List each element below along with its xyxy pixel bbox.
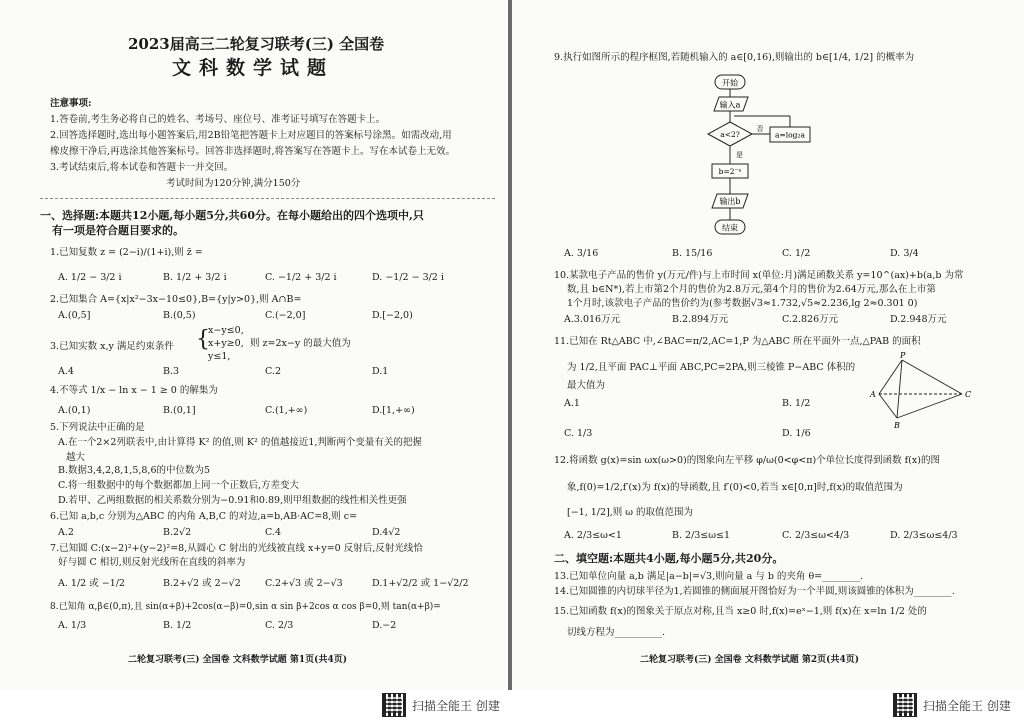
question-12-option-b: B. 2/3≤ω≤1 [672, 530, 731, 541]
vertex-p-label: P [900, 351, 906, 360]
qr-code-icon [893, 693, 917, 717]
question-11-line: 最大值为 [567, 380, 606, 391]
question-10-option-d: D.2.948万元 [890, 314, 947, 325]
question-5-line: 越大 [66, 452, 86, 463]
section-1-heading-cont: 有一项是符合题目要求的。 [52, 224, 184, 237]
question-15-line: 切线方程为__________. [567, 627, 666, 638]
question-9-option-d: D. 3/4 [890, 248, 919, 259]
question-11-option-d: D. 1/6 [782, 428, 811, 439]
question-12-line: 12.将函数 g(x)=sin ωx(ω>0)的图象向左平移 φ/ω(0<φ<π)个单位长度得到函数 f(x)的图 [554, 455, 940, 466]
scan-badge-label: 扫描全能王 创建 [412, 698, 500, 713]
question-1-option-b: B. 1/2 + 3/2 i [163, 272, 227, 283]
scan-badge-label: 扫描全能王 创建 [923, 698, 1011, 713]
constraint-line: x+y≥0, [208, 338, 244, 349]
question-1-option-c: C. −1/2 + 3/2 i [265, 272, 337, 283]
question-6-option-c: C.4 [265, 527, 281, 538]
question-3-stem-tail: 则 z=2x−y 的最大值为 [250, 338, 351, 349]
question-6-option-a: A.2 [58, 527, 74, 538]
scan-badge [893, 693, 1011, 717]
question-3-option-c: C.2 [265, 366, 281, 377]
question-9-option-a: A. 3/16 [564, 248, 599, 259]
question-10-line: 1个月时,该款电子产品的售价约为(参考数据√3≈1.732,√5≈2.236,lg 2≈0.301 0) [567, 298, 918, 309]
tetrahedron-figure [867, 350, 977, 430]
flow-start-label: 开始 [722, 78, 738, 88]
question-7-option-c: C.2+√3 或 2−√3 [265, 578, 343, 589]
question-12-option-d: D. 2/3≤ω≤4/3 [890, 530, 958, 541]
question-2-stem: 2.已知集合 A={x|x²−3x−10≤0},B={y|y>0},则 A∩B= [50, 294, 302, 305]
question-12-line: [−1, 1/2],则 ω 的取值范围为 [567, 507, 694, 518]
subject-title: 文科数学试题 [172, 57, 335, 79]
question-9-option-b: B. 15/16 [672, 248, 713, 259]
question-7-stem-cont: 好与圆 C 相切,则反射光线所在直线的斜率为 [58, 557, 246, 568]
notice-line: 2.回答选择题时,选出每小题答案后,用2B铅笔把答题卡上对应题目的答案标号涂黑。如需改动,用 [50, 130, 452, 141]
question-9-option-c: C. 1/2 [782, 248, 811, 259]
question-7-option-a: A. 1/2 或 −1/2 [58, 578, 125, 589]
question-5-stem: 5.下列说法中正确的是 [50, 422, 145, 433]
flow-output-label: 输出b [719, 197, 741, 206]
question-3-option-d: D.1 [372, 366, 389, 377]
system-brace: { [196, 327, 210, 352]
qr-code-icon [382, 693, 406, 717]
question-4-option-d: D.[1,+∞) [372, 405, 415, 416]
notice-line: 1.答卷前,考生务必将自己的姓名、考场号、座位号、准考证号填写在答题卡上。 [50, 114, 386, 125]
notice-heading: 注意事项: [50, 98, 92, 109]
scan-badge [382, 693, 500, 717]
question-4-stem: 4.不等式 1/x − ln x − 1 ≥ 0 的解集为 [50, 385, 218, 396]
flow-no-label: 否 [756, 125, 764, 133]
flow-end-label: 结束 [722, 223, 738, 233]
time-score: 考试时间为120分钟,满分150分 [166, 178, 301, 189]
exam-header-title: 2023届高三二轮复习联考(三) 全国卷 [128, 35, 385, 53]
question-3-option-b: B.3 [163, 366, 180, 377]
constraint-line: y≤1, [208, 351, 231, 362]
flow-assign-label: b=2⁻ᵃ [718, 167, 742, 176]
flow-input-label: 输入a [719, 100, 741, 110]
question-4-option-a: A.(0,1) [58, 405, 91, 416]
constraint-line: x−y≤0, [208, 325, 244, 336]
question-5-line: A.在一个2×2列联表中,由计算得 K² 的值,则 K² 的值越接近1,判断两个变量有关的把握 [58, 437, 422, 448]
question-7-stem: 7.已知圆 C:(x−2)²+(y−2)²=8,从圆心 C 射出的光线被直线 x+y=0 反射后,反射光线恰 [50, 543, 423, 554]
question-7-option-b: B.2+√2 或 2−√2 [163, 578, 241, 589]
section-1-heading: 一、选择题:本题共12小题,每小题5分,共60分。在每小题给出的四个选项中,只 [40, 209, 424, 222]
divider [40, 198, 495, 199]
question-3-stem: 3.已知实数 x,y 满足约束条件 [50, 341, 174, 352]
question-6-stem: 6.已知 a,b,c 分别为△ABC 的内角 A,B,C 的对边,a=b,AB·AC=8,则 c= [50, 511, 358, 522]
question-4-option-b: B.(0,1] [163, 405, 196, 416]
question-11-line: 为 1/2,且平面 PAC⊥平面 ABC,PC=2PA,则三棱锥 P−ABC 体积的 [567, 362, 856, 373]
question-2-option-a: A.(0,5] [58, 310, 91, 321]
question-4-option-c: C.(1,+∞) [265, 405, 308, 416]
question-9-stem: 9.执行如图所示的程序框图,若随机输入的 a∈[0,16),则输出的 b∈[1/4, 1/2] 的概率为 [554, 52, 915, 63]
question-12-line: 象,f(0)=1/2,f′(x)为 f(x)的导函数,且 f′(0)<0,若当 x∈[0,π]时,f(x)的取值范围为 [567, 482, 903, 493]
question-10-option-a: A.3.016万元 [564, 314, 621, 325]
scan-footer-bar [0, 690, 1024, 721]
question-3-option-a: A.4 [58, 366, 74, 377]
question-5-line: C.将一组数据中的每个数据都加上同一个正数后,方差变大 [58, 480, 299, 491]
question-1-option-a: A. 1/2 − 3/2 i [58, 272, 122, 283]
question-10-option-c: C.2.826万元 [782, 314, 839, 325]
question-5-line: B.数据3,4,2,8,1,5,8,6的中位数为5 [58, 465, 211, 476]
flow-log-label: a=log₂a [775, 130, 805, 140]
question-15-line: 15.已知函数 f(x)的图象关于原点对称,且当 x≥0 时,f(x)=eˣ−1,则 f(x)在 x=ln 1/2 处的 [554, 606, 927, 617]
exam-page-1 [0, 0, 508, 690]
question-14: 14.已知圆锥的内切球半径为1,若圆锥的侧面展开图恰好为一个半圆,则该圆锥的体积为________. [554, 586, 955, 597]
question-10-line: 10.某款电子产品的售价 y(万元/件)与上市时间 x(单位:月)满足函数关系 y=10^(ax)+b(a,b 为常 [554, 270, 964, 281]
question-5-line: D.若甲、乙两组数据的相关系数分别为−0.91和0.89,则甲组数据的线性相关性更强 [58, 495, 407, 506]
question-2-option-b: B.(0,5) [163, 310, 196, 321]
exam-page-2 [512, 0, 1024, 690]
question-11-option-a: A.1 [564, 398, 580, 409]
question-11-option-b: B. 1/2 [782, 398, 811, 409]
flow-yes-label: 是 [736, 151, 743, 159]
question-10-option-b: B.2.894万元 [672, 314, 729, 325]
notice-line: 3.考试结束后,将本试卷和答题卡一并交回。 [50, 162, 234, 173]
question-8-option-c: C. 2/3 [265, 620, 294, 631]
page-footer: 二轮复习联考(三) 全国卷 文科数学试题 第2页(共4页) [640, 655, 859, 665]
question-6-option-b: B.2√2 [163, 527, 192, 538]
question-1-option-d: D. −1/2 − 3/2 i [372, 272, 444, 283]
question-7-option-d: D.1+√2/2 或 1−√2/2 [372, 578, 469, 589]
question-12-option-c: C. 2/3≤ω<4/3 [782, 530, 850, 541]
notice-line: 橡皮擦干净后,再选涂其他答案标号。回答非选择题时,将答案写在答题卡上。写在本试卷上无效。 [50, 146, 456, 157]
program-flowchart [682, 72, 852, 242]
section-2-heading: 二、填空题:本题共4小题,每小题5分,共20分。 [554, 552, 784, 565]
vertex-c-label: C [965, 390, 972, 399]
question-8-option-a: A. 1/3 [58, 620, 87, 631]
question-2-option-d: D.[−2,0) [372, 310, 413, 321]
question-10-line: 数,且 b∈N*),若上市第2个月的售价为2.8万元,第4个月的售价为2.64万元,那么在上市第 [567, 284, 936, 295]
question-11-line: 11.已知在 Rt△ABC 中,∠BAC=π/2,AC=1,P 为△ABC 所在平面外一点,△PAB 的面积 [554, 336, 921, 347]
question-12-option-a: A. 2/3≤ω<1 [564, 530, 622, 541]
question-11-option-c: C. 1/3 [564, 428, 593, 439]
vertex-a-label: A [870, 390, 876, 399]
flow-decision-label: a<2? [720, 130, 740, 139]
page-footer: 二轮复习联考(三) 全国卷 文科数学试题 第1页(共4页) [128, 655, 347, 665]
question-1-stem: 1.已知复数 z = (2−i)/(1+i),则 z̄ = [50, 247, 203, 258]
question-8-stem: 8.已知角 α,β∈(0,π),且 sin(α+β)+2cos(α−β)=0,sin α sin β+2cos α cos β=0,则 tan(α+β)= [50, 602, 441, 612]
question-13: 13.已知单位向量 a,b 满足|a−b|=√3,则向量 a 与 b 的夹角 θ=________. [554, 571, 864, 582]
question-6-option-d: D.4√2 [372, 527, 401, 538]
vertex-b-label: B [894, 421, 900, 430]
question-8-option-b: B. 1/2 [163, 620, 192, 631]
question-2-option-c: C.(−2,0] [265, 310, 306, 321]
question-8-option-d: D.−2 [372, 620, 397, 631]
